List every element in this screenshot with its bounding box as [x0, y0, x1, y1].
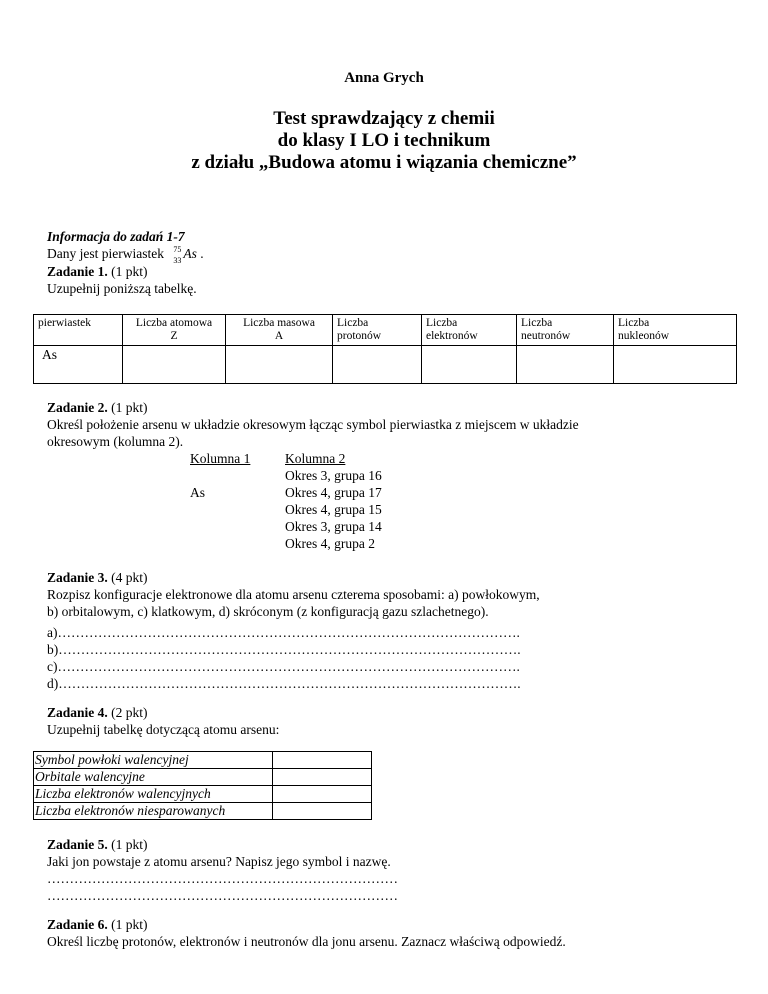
- answer-line-d[interactable]: d)………………………………………………………………………………………….: [47, 676, 521, 691]
- table-header-row: [34, 315, 737, 346]
- column1-item: As: [190, 485, 206, 500]
- task1-label: Zadanie 1.: [47, 264, 108, 279]
- title-line-2: do klasy I LO i technikum: [277, 130, 491, 151]
- info-given: [47, 245, 204, 265]
- task2-instruction-2: okresowym (kolumna 2).: [47, 434, 184, 449]
- task4-heading: [47, 704, 148, 721]
- table-row: [34, 803, 372, 820]
- task3-instruction-2: b) orbitalowym, c) klatkowym, d) skróconym (z konfiguracją gazu szlachetnego).: [47, 604, 489, 619]
- answer-cell[interactable]: [273, 752, 372, 769]
- task5-instruction: Jaki jon powstaje z atomu arsenu? Napisz jego symbol i nazwę.: [47, 854, 391, 869]
- cell-element: As: [34, 346, 123, 384]
- isotope-notation: [167, 245, 183, 265]
- cell-answer-elektrony[interactable]: [422, 346, 517, 384]
- row-label: Liczba elektronów walencyjnych: [34, 786, 273, 803]
- mass-number: 75: [173, 245, 182, 254]
- task5-points: (1 pkt): [111, 837, 148, 852]
- answer-line-a[interactable]: a)………………………………………………………………………………………….: [47, 625, 520, 640]
- author-name: Anna Grych: [344, 70, 424, 86]
- row-label: Symbol powłoki walencyjnej: [34, 752, 273, 769]
- task2-label: Zadanie 2.: [47, 400, 108, 415]
- task3-label: Zadanie 3.: [47, 570, 108, 585]
- task4-instruction: Uzupełnij tabelkę dotyczącą atomu arsenu:: [47, 722, 280, 737]
- task1-heading: [47, 263, 148, 280]
- task6-heading: [47, 916, 148, 933]
- cell-answer-z[interactable]: [123, 346, 226, 384]
- table-row: [34, 752, 372, 769]
- option-5: Okres 4, grupa 2: [285, 536, 375, 551]
- cell-answer-nukleony[interactable]: [614, 346, 737, 384]
- option-4: Okres 3, grupa 14: [285, 519, 382, 534]
- header-nukleony: Liczba nukleonów: [614, 315, 737, 346]
- cell-answer-a[interactable]: [226, 346, 333, 384]
- info-heading: Informacja do zadań 1-7: [47, 229, 185, 244]
- column2-header: Kolumna 2: [285, 451, 346, 466]
- task1-points: (1 pkt): [111, 264, 148, 279]
- row-label: Orbitale walencyjne: [34, 769, 273, 786]
- task1-table: [33, 314, 737, 384]
- task4-label: Zadanie 4.: [47, 705, 108, 720]
- task4-table: [33, 751, 372, 820]
- header-neutrony: Liczba neutronów: [517, 315, 614, 346]
- task6-instruction: Określ liczbę protonów, elektronów i neutronów dla jonu arsenu. Zaznacz właściwą odpowiedź.: [47, 934, 566, 949]
- given-prefix: Dany jest pierwiastek: [47, 246, 164, 261]
- row-label: Liczba elektronów niesparowanych: [34, 803, 273, 820]
- task5-answer-line-2[interactable]: ……………………………………………………………………: [47, 888, 398, 903]
- header-liczba-atomowa: Liczba atomowa Z: [123, 315, 226, 346]
- table-row: [34, 786, 372, 803]
- task6-points: (1 pkt): [111, 917, 148, 932]
- task4-points: (2 pkt): [111, 705, 148, 720]
- task2-points: (1 pkt): [111, 400, 148, 415]
- option-2: Okres 4, grupa 17: [285, 485, 382, 500]
- task3-heading: [47, 569, 148, 586]
- page-title: [0, 108, 768, 174]
- task6-label: Zadanie 6.: [47, 917, 108, 932]
- element-symbol: As: [183, 246, 197, 261]
- cell-answer-neutrony[interactable]: [517, 346, 614, 384]
- task5-heading: [47, 836, 148, 853]
- task1-instruction: Uzupełnij poniższą tabelkę.: [47, 281, 197, 296]
- column1-header: Kolumna 1: [190, 451, 251, 466]
- option-3: Okres 4, grupa 15: [285, 502, 382, 517]
- task3-instruction-1: Rozpisz konfiguracje elektronowe dla atomu arsenu czterema sposobami: a) powłokowym,: [47, 587, 540, 602]
- table-row: [34, 346, 737, 384]
- given-suffix: .: [200, 246, 204, 261]
- title-line-3: z działu „Budowa atomu i wiązania chemiczne”: [191, 152, 577, 173]
- answer-line-c[interactable]: c)………………………………………………………………………………………….: [47, 659, 520, 674]
- answer-cell[interactable]: [273, 769, 372, 786]
- cell-answer-protony[interactable]: [333, 346, 422, 384]
- task5-answer-line-1[interactable]: ……………………………………………………………………: [47, 871, 398, 886]
- atomic-number: 33: [173, 256, 182, 265]
- task5-label: Zadanie 5.: [47, 837, 108, 852]
- header-elektrony: Liczba elektronów: [422, 315, 517, 346]
- task2-instruction-1: Określ położenie arsenu w układzie okresowym łącząc symbol pierwiastka z miejscem w układzie: [47, 417, 579, 432]
- task2-heading: [47, 399, 148, 416]
- answer-cell[interactable]: [273, 803, 372, 820]
- answer-line-b[interactable]: b)………………………………………………………………………………………….: [47, 642, 521, 657]
- table-row: [34, 769, 372, 786]
- header-pierwiastek: pierwiastek: [34, 315, 123, 346]
- title-line-1: Test sprawdzający z chemii: [273, 108, 495, 129]
- task3-points: (4 pkt): [111, 570, 148, 585]
- answer-cell[interactable]: [273, 786, 372, 803]
- header-liczba-masowa: Liczba masowa A: [226, 315, 333, 346]
- option-1: Okres 3, grupa 16: [285, 468, 382, 483]
- header-protony: Liczba protonów: [333, 315, 422, 346]
